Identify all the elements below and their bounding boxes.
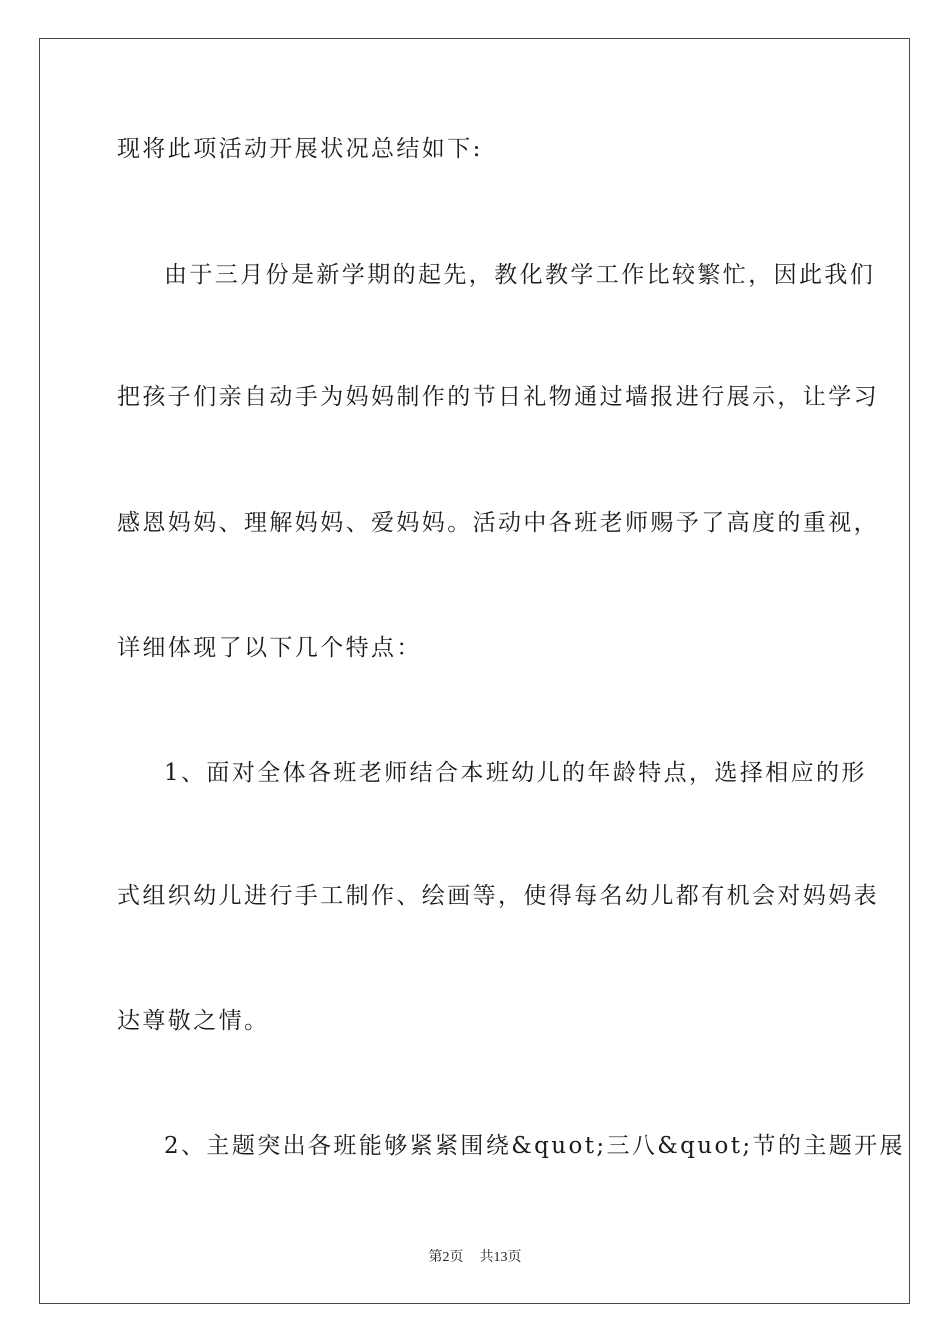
list-item-1-line-3: 达尊敬之情。 <box>117 1008 270 1034</box>
paragraph-1-line-4: 详细体现了以下几个特点： <box>117 635 422 661</box>
list-item-1-line-1: 1、面对全体各班老师结合本班幼儿的年龄特点，选择相应的形 <box>164 760 867 786</box>
page-footer <box>0 1249 950 1267</box>
list-item-2-line-1: 2、主题突出各班能够紧紧围绕&quot;三八&quot;节的主题开展 <box>164 1133 905 1159</box>
page-border <box>39 38 910 1304</box>
paragraph-1-line-3: 感恩妈妈、理解妈妈、爱妈妈。活动中各班老师赐予了高度的重视， <box>117 510 879 536</box>
paragraph-1-line-1: 由于三月份是新学期的起先，教化教学工作比较繁忙，因此我们 <box>164 262 876 288</box>
paragraph-1-line-2: 把孩子们亲自动手为妈妈制作的节日礼物通过墙报进行展示，让学习 <box>117 384 879 410</box>
page-number: 第2页 <box>428 1250 464 1265</box>
page-total: 共13页 <box>479 1250 522 1265</box>
text-line-1: 现将此项活动开展状况总结如下: <box>117 136 483 162</box>
list-item-1-line-2: 式组织幼儿进行手工制作、绘画等，使得每名幼儿都有机会对妈妈表 <box>117 883 879 909</box>
